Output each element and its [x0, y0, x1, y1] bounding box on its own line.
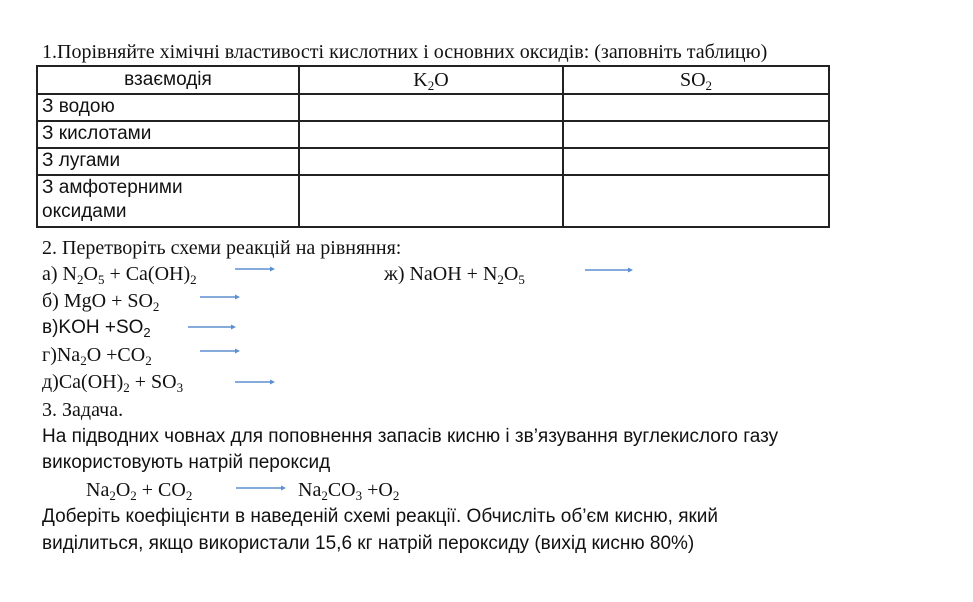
table-row: [37, 94, 829, 121]
task3-text-line1: На підводних човнах для поповнення запасів кисню і зв’язування вуглекислого газу: [42, 426, 779, 447]
reaction-d: $д)Ca(OH)_2 + SO_3$: [42, 371, 184, 395]
header-k2o: $K_2O$: [299, 66, 563, 94]
reaction-zh: ж) NaOH + $N_2O_5$: [384, 263, 525, 287]
header-interaction: взаємодія: [37, 66, 299, 94]
reaction-arrow-icon: [236, 483, 286, 493]
reaction-g: $г)Na_2O +CO_2$: [42, 344, 152, 368]
k2o-cell[interactable]: [299, 175, 563, 227]
so2-cell[interactable]: [563, 94, 829, 121]
task3-title: 3. Задача.: [42, 399, 124, 421]
row-label: З лугами: [37, 148, 299, 175]
equation-reactants: $Na_2O_2 + CO_2$: [86, 479, 193, 503]
task3-text-line2: використовують натрій пероксид: [42, 452, 331, 473]
reaction-arrow-icon: [585, 265, 633, 275]
k2o-cell[interactable]: [299, 94, 563, 121]
equation-products: $Na_2CO_3 +O_2$: [298, 479, 400, 503]
so2-cell[interactable]: [563, 175, 829, 227]
so2-cell[interactable]: [563, 121, 829, 148]
row-label: З водою: [37, 94, 299, 121]
task2-title: 2. Перетворіть схеми реакцій на рівняння:: [42, 237, 402, 259]
row-label: З амфотерними оксидами: [37, 175, 299, 227]
row-label: З кислотами: [37, 121, 299, 148]
table-header-row: [37, 66, 829, 94]
reaction-arrow-icon: [235, 377, 275, 387]
table-row: [37, 175, 829, 227]
reaction-b: б) MgO + $SO_2$: [42, 290, 160, 314]
task3-text-line3: Доберіть коефіцієнти в наведеній схемі реакції. Обчисліть об’єм кисню, який: [42, 506, 719, 527]
task1-title: 1.Порівняйте хімічні властивості кислотних і основних оксидів: (заповніть таблицю): [42, 41, 768, 63]
reaction-v: $в)KOH +SO_2$: [42, 317, 151, 340]
reaction-arrow-icon: [235, 264, 275, 274]
reaction-arrow-icon: [200, 292, 240, 302]
task3-text-line4: виділиться, якщо використали 15,6 кг натрій пероксиду (вихід кисню 80%): [42, 533, 695, 554]
reaction-a: а) $N_2O_5 + Ca(OH)_2$: [42, 263, 197, 287]
table-row: [37, 148, 829, 175]
k2o-cell[interactable]: [299, 148, 563, 175]
reaction-arrow-icon: [188, 322, 236, 332]
so2-cell[interactable]: [563, 148, 829, 175]
k2o-cell[interactable]: [299, 121, 563, 148]
reaction-arrow-icon: [200, 346, 240, 356]
table-row: [37, 121, 829, 148]
header-so2: $SO_2$: [563, 66, 829, 94]
oxides-table: [36, 65, 830, 228]
